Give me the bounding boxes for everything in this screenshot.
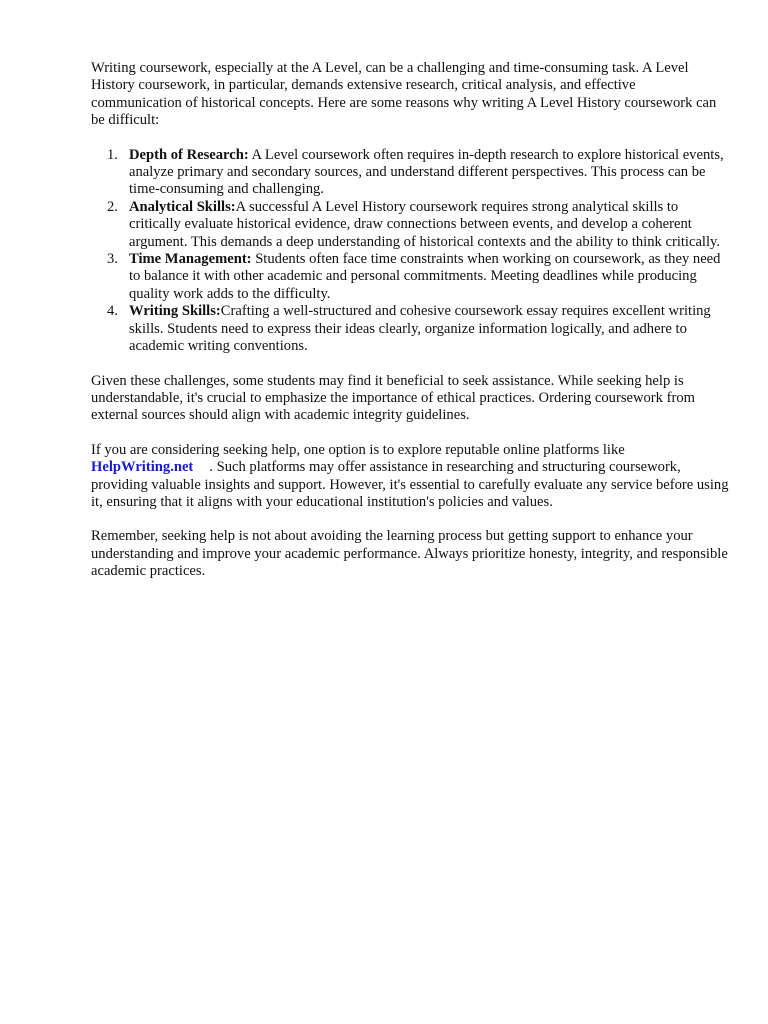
list-item-depth-of-research bbox=[107, 146, 729, 199]
list-item-writing-skills bbox=[107, 303, 729, 355]
closing-paragraph: Remember, seeking help is not about avoiding the learning process but getting support to enhance your understanding and improve your academic performance. Always prioritize honesty, integrity, and responsible academic practices. bbox=[91, 528, 728, 580]
helpwriting-link[interactable]: HelpWriting.net bbox=[91, 459, 194, 476]
list-item-number: 3. bbox=[107, 251, 118, 268]
list-item-term: Depth of Research: bbox=[129, 146, 249, 163]
list-item-text: A Level coursework often requires in-depth research to explore historical events, analyze primary and secondary sources, and understand different perspectives. This process can be time-consuming and challenging. bbox=[129, 146, 724, 198]
list-item-text: Students often face time constraints when working on coursework, as they need to balance it with other academic and personal commitments. Meeting deadlines while producing quality work adds to the difficulty. bbox=[129, 251, 721, 302]
reasons-list bbox=[91, 147, 729, 356]
list-item-text: A successful A Level History coursework requires strong analytical skills to critically evaluate historical evidence, draw connections between events, and develop a coherent argument. This demands a deep understanding of historical contexts and the ability to think critically. bbox=[129, 198, 721, 250]
intro-paragraph: Writing coursework, especially at the A Level, can be a challenging and time-consuming task. A Level History coursework, in particular, demands extensive research, critical analysis, and effective communication of historical concepts. Here are some reasons why writing A Level History coursework can be difficult: bbox=[91, 60, 717, 129]
help-paragraph-after: . Such platforms may offer assistance in researching and structuring coursework, providing valuable insights and support. However, it's essential to carefully evaluate any service before using it, ensuring that it aligns with your educational institution's policies and values. bbox=[91, 459, 729, 510]
list-item-term: Time Management: bbox=[129, 251, 252, 268]
document-page bbox=[91, 60, 729, 598]
list-item-term: Analytical Skills: bbox=[129, 198, 236, 215]
challenges-paragraph: Given these challenges, some students may find it beneficial to seek assistance. While seeking help is understandable, it's crucial to emphasize the importance of ethical practices. Ordering coursework from external sources should align with academic integrity guidelines. bbox=[91, 372, 695, 424]
list-item-number: 2. bbox=[107, 198, 118, 215]
list-item-analytical-skills bbox=[107, 198, 729, 251]
list-item-time-management bbox=[107, 251, 729, 303]
help-paragraph bbox=[91, 442, 729, 512]
list-item-text: Crafting a well-structured and cohesive coursework essay requires excellent writing skills. Students need to express their ideas clearly, organize information logically, and adhere to academic writing conventions. bbox=[129, 303, 711, 355]
list-item-number: 4. bbox=[107, 303, 118, 320]
help-paragraph-before: If you are considering seeking help, one option is to explore reputable online platforms like bbox=[91, 441, 625, 458]
list-item-term: Writing Skills: bbox=[129, 303, 221, 320]
list-item-number: 1. bbox=[107, 146, 118, 163]
